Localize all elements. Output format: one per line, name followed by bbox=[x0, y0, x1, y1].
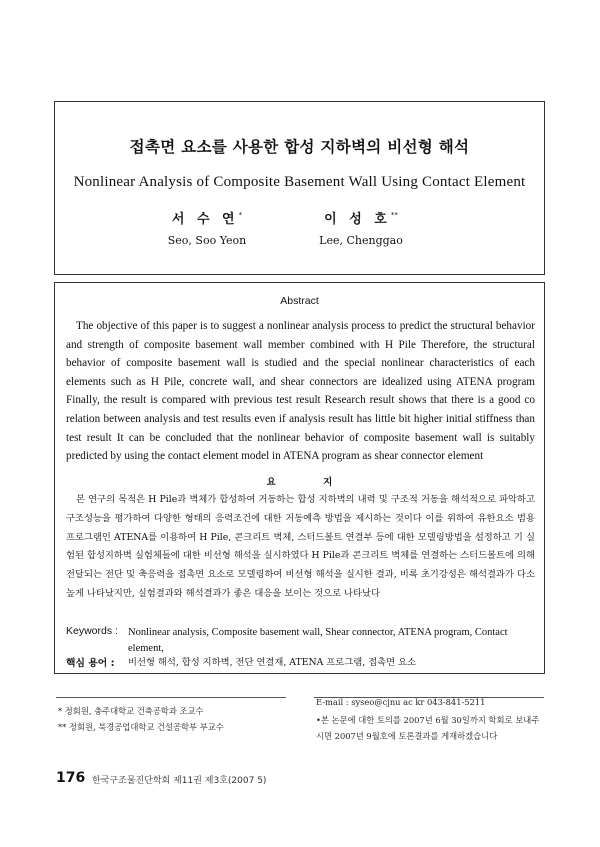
abstract-heading: Abstract bbox=[280, 295, 319, 307]
keywords-en-text: Nonlinear analysis, Composite basement wall, Shear connector, ATENA program, Contact element, bbox=[128, 627, 508, 654]
journal-info: 한국구조물진단학회 제11권 제3호(2007 5) bbox=[92, 776, 267, 786]
title-english: Nonlinear Analysis of Composite Basement Wall Using Contact Element bbox=[73, 174, 526, 190]
footnote-email: E-mail : syseo@cjnu ac kr 043-841-5211 bbox=[316, 697, 486, 707]
footnote-author-1: * 정회원, 충주대학교 건축공학과 조교수 bbox=[58, 706, 204, 716]
author-1-name-ko: 서 수 연* bbox=[171, 211, 243, 227]
author-2-name-en: Lee, Chenggao bbox=[319, 234, 403, 247]
footnote-right bbox=[316, 694, 546, 744]
title-box bbox=[54, 101, 545, 275]
footnote-author-2: ** 정회원, 북경공업대학교 건설공학부 부교수 bbox=[58, 722, 224, 732]
abstract-text: The objective of this paper is to suggest a nonlinear analysis process to predict the structural behavior and strength of composite basement wall member combined with H Pile Therefore, the structural behavior of composite basement wall is studied and the special nonlinear characteristics of each elements such as H Pile, concrete wall, and shear connectors are idealized using ATENA program Finally, the result is compared with previous test result Research result shows that there is a good co relation between analysis and test results even if analysis result has little bit higher initial stiffness than test result It can be concluded that the nonlinear behavior of composite basement wall is suitably predicted by using the contact element model in ATENA program as shear connector element bbox=[66, 320, 535, 463]
author-2-name-ko: 이 성 호** bbox=[324, 211, 398, 227]
summary-ko-text: 본 연구의 목적은 H Pile과 벽체가 합성하여 거동하는 합성 지하벽의 내력 및 구조적 거동을 해석적으로 파악하고 구조성능을 평가하여 다양한 형태의 응력조건에 대한 거동예측 방법을 제시하는 것이다 이를 위하여 유한요소 범용 프로그램인 ATENA를 이용하여 H Pile, 콘크리트 벽체, 스터드볼트 연결부 등에 대한 모델링방법을 설정하고 기 실험된 합성지하벽 실험체들에 대한 비선형 해석을 실시하였다 H Pile과 콘크리트 벽체를 연결하는 스터드볼트에 의해 전달되는 전단 및 축응력을 접촉면 요소로 모델링하여 비선형 해석을 실시한 결과, 비록 초기강성은 해석결과가 다소 높게 나타났지만, 실험결과와 해석결과가 좋은 대응을 보이는 것으로 나타났다 bbox=[66, 494, 535, 599]
page-number: 176 bbox=[56, 770, 86, 786]
summary-ko-heading: 요 지 bbox=[266, 477, 355, 488]
keywords-ko-label: 핵심 용어 : bbox=[66, 658, 115, 669]
author-1-name-en: Seo, Soo Yeon bbox=[167, 234, 247, 247]
keywords-ko-text: 비선형 해석, 합성 지하벽, 전단 연결재, ATENA 프로그램, 접촉면 요소 bbox=[128, 657, 416, 668]
footnote-divider-left bbox=[56, 697, 286, 698]
abstract-box bbox=[54, 282, 545, 674]
footnote-left bbox=[58, 703, 298, 735]
title-korean: 접촉면 요소를 사용한 합성 지하벽의 비선형 해석 bbox=[129, 138, 470, 156]
keywords-en-label: Keywords : bbox=[66, 625, 118, 637]
footnote-notice: •본 논문에 대한 토의를 2007년 6월 30일까지 학회로 보내주시면 2007년 9월호에 토론결과를 게재하겠습니다 bbox=[316, 715, 540, 741]
author-2 bbox=[261, 208, 461, 247]
